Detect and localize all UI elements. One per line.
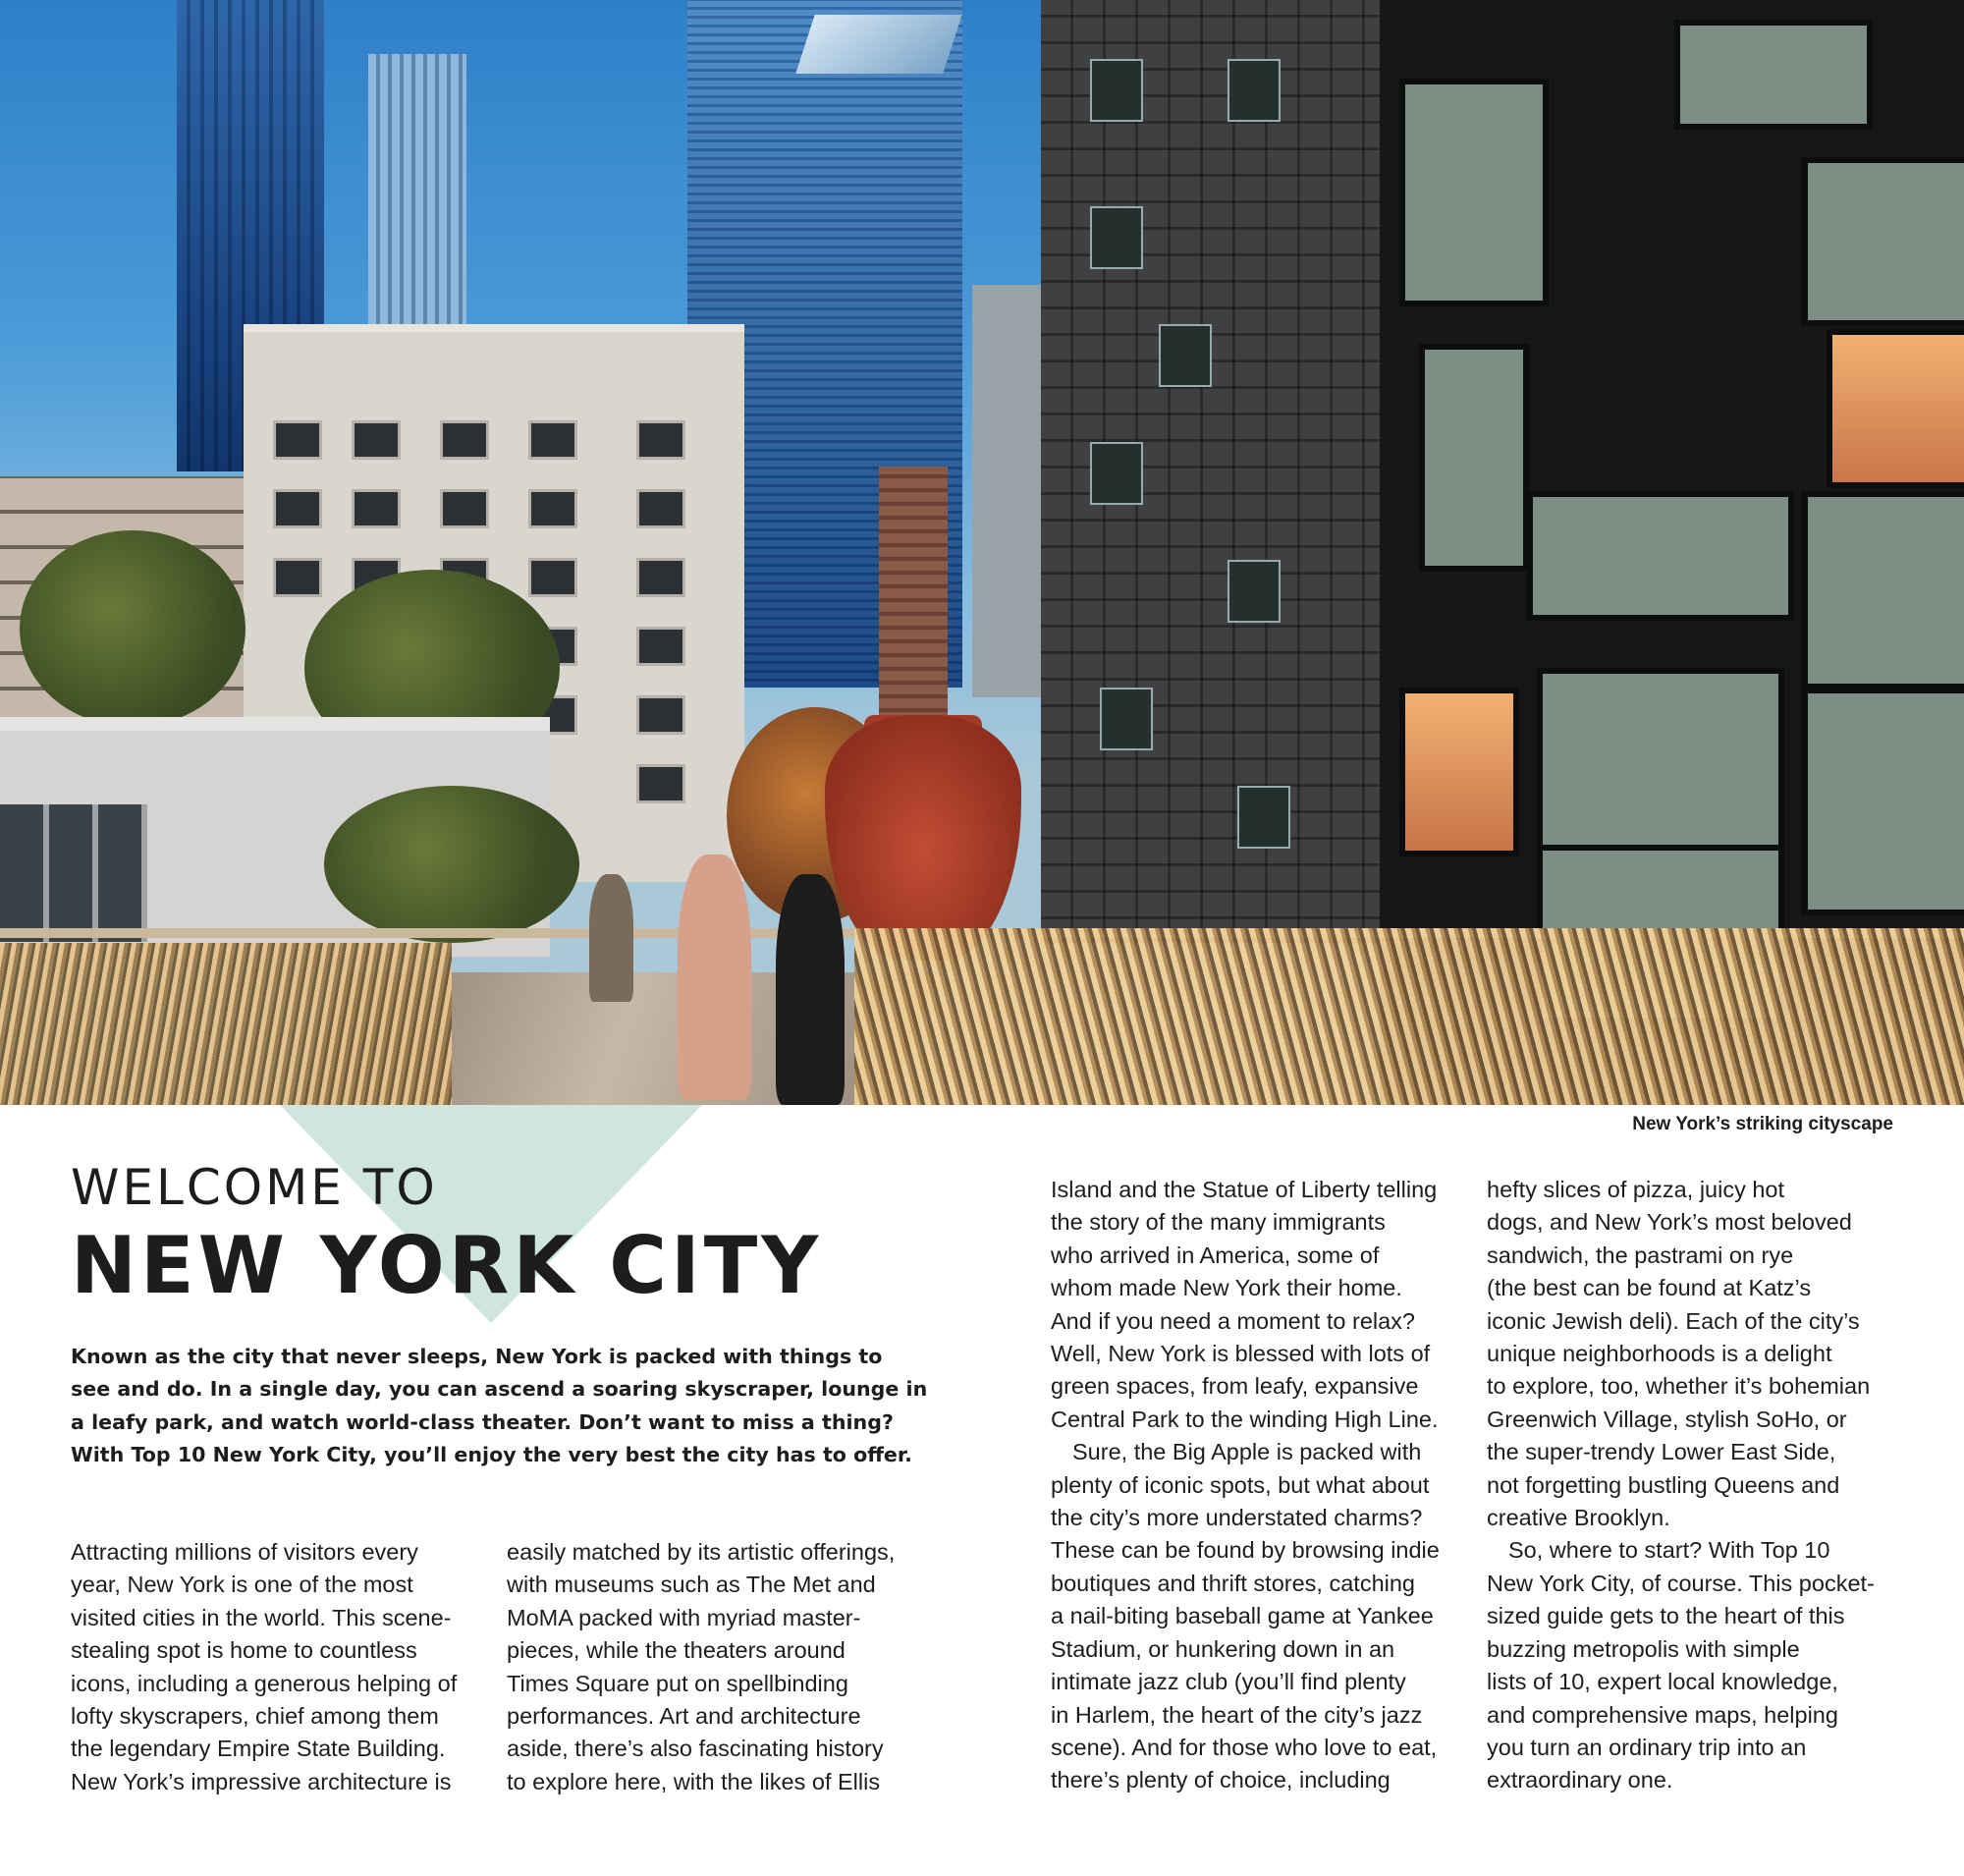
body-column-3 — [1051, 1174, 1440, 1797]
body-line: aside, there’s also fascinating history — [507, 1736, 884, 1762]
body-line: dogs, and New York’s most beloved — [1487, 1209, 1852, 1236]
body-line: Stadium, or hunkering down in an — [1051, 1635, 1395, 1662]
shrub — [324, 786, 579, 943]
body-line: Attracting millions of visitors every — [71, 1539, 418, 1565]
body-line: with museums such as The Met and — [507, 1572, 876, 1598]
body-line: These can be found by browsing indie — [1051, 1537, 1440, 1564]
grass-planting-right — [854, 928, 1964, 1105]
intro-line: With Top 10 New York City, you’ll enjoy the very best the city has to offer. — [71, 1443, 912, 1467]
body-line: And if you need a moment to relax? — [1051, 1307, 1415, 1334]
body-line: unique neighborhoods is a delight — [1487, 1341, 1832, 1367]
body-line: the city’s more understated charms? — [1051, 1505, 1423, 1531]
body-line: pieces, while the theaters around — [507, 1637, 846, 1664]
body-line: New York City, of course. This pocket- — [1487, 1570, 1875, 1596]
body-line: performances. Art and architecture — [507, 1703, 861, 1730]
intro-paragraph — [71, 1341, 955, 1472]
body-line: icons, including a generous helping of — [71, 1670, 458, 1696]
body-line: sandwich, the pastrami on rye — [1487, 1241, 1794, 1268]
body-line: not forgetting bustling Queens and — [1487, 1471, 1840, 1498]
body-line: to explore here, with the likes of Ellis — [507, 1768, 881, 1794]
body-line: (the best can be found at Katz’s — [1487, 1275, 1812, 1301]
body-line: boutiques and thrift stores, catching — [1051, 1570, 1415, 1596]
body-line: Well, New York is blessed with lots of — [1051, 1341, 1431, 1367]
body-line: visited cities in the world. This scene- — [71, 1604, 452, 1630]
pedestrian — [776, 874, 845, 1105]
body-line: green spaces, from leafy, expansive — [1051, 1373, 1419, 1400]
body-line: Central Park to the winding High Line. — [1051, 1406, 1439, 1432]
body-column-4 — [1487, 1174, 1875, 1797]
metal-clad-building — [1041, 0, 1394, 943]
body-line: to explore, too, whether it’s bohemian — [1487, 1373, 1871, 1400]
grass-planting-left — [0, 943, 452, 1105]
body-line: Sure, the Big Apple is packed with — [1072, 1439, 1422, 1465]
body-line: New York’s impressive architecture is — [71, 1768, 452, 1794]
body-line: in Harlem, the heart of the city’s jazz — [1051, 1701, 1423, 1728]
skyscraper-top — [795, 15, 961, 74]
body-line: Greenwich Village, stylish SoHo, or — [1487, 1406, 1847, 1432]
brick-tower — [879, 467, 948, 722]
heading-kicker: WELCOME TO — [71, 1159, 438, 1216]
body-column-1 — [71, 1536, 457, 1798]
body-line: MoMA packed with myriad master- — [507, 1604, 861, 1630]
body-line: Times Square put on spellbinding — [507, 1670, 848, 1696]
body-line: buzzing metropolis with simple — [1487, 1635, 1800, 1662]
intro-line: see and do. In a single day, you can ascend a soaring skyscraper, lounge in — [71, 1377, 928, 1402]
body-line: the legendary Empire State Building. — [71, 1736, 446, 1762]
grey-tower — [972, 285, 1051, 697]
body-line: scene). And for those who love to eat, — [1051, 1734, 1438, 1760]
body-line: there’s plenty of choice, including — [1051, 1767, 1391, 1793]
body-line: iconic Jewish deli). Each of the city’s — [1487, 1307, 1860, 1334]
tree — [20, 530, 246, 727]
body-column-2 — [507, 1536, 895, 1798]
pedestrian — [589, 874, 633, 1002]
page-title: NEW YORK CITY — [71, 1220, 823, 1311]
body-line: stealing spot is home to countless — [71, 1637, 417, 1664]
body-line: sized guide gets to the heart of this — [1487, 1603, 1845, 1629]
body-line: lofty skyscrapers, chief among them — [71, 1703, 439, 1730]
body-line: intimate jazz club (you’ll find plenty — [1051, 1669, 1406, 1695]
body-line: lists of 10, expert local knowledge, — [1487, 1669, 1838, 1695]
photo-caption: New York’s striking cityscape — [1632, 1114, 1893, 1134]
intro-line: Known as the city that never sleeps, New York is packed with things to — [71, 1345, 883, 1368]
body-line: the story of the many immigrants — [1051, 1209, 1386, 1236]
body-line: creative Brooklyn. — [1487, 1505, 1670, 1531]
body-line: extraordinary one. — [1487, 1767, 1673, 1793]
body-line: the super-trendy Lower East Side, — [1487, 1439, 1836, 1465]
body-line: you turn an ordinary trip into an — [1487, 1734, 1807, 1760]
body-line: easily matched by its artistic offerings, — [507, 1539, 896, 1565]
intro-line: a leafy park, and watch world-class theater. Don’t want to miss a thing? — [71, 1409, 894, 1434]
red-vase-sculpture — [825, 715, 1021, 961]
body-line: So, where to start? With Top 10 — [1508, 1537, 1830, 1564]
body-line: a nail-biting baseball game at Yankee — [1051, 1603, 1434, 1629]
body-line: Island and the Statue of Liberty telling — [1051, 1177, 1438, 1202]
body-line: whom made New York their home. — [1051, 1275, 1402, 1301]
body-line: hefty slices of pizza, juicy hot — [1487, 1177, 1785, 1202]
body-line: plenty of iconic spots, but what about — [1051, 1471, 1430, 1498]
pedestrian — [678, 855, 751, 1100]
body-line: year, New York is one of the most — [71, 1572, 413, 1598]
body-line: and comprehensive maps, helping — [1487, 1701, 1838, 1728]
body-line: who arrived in America, some of — [1051, 1241, 1380, 1268]
